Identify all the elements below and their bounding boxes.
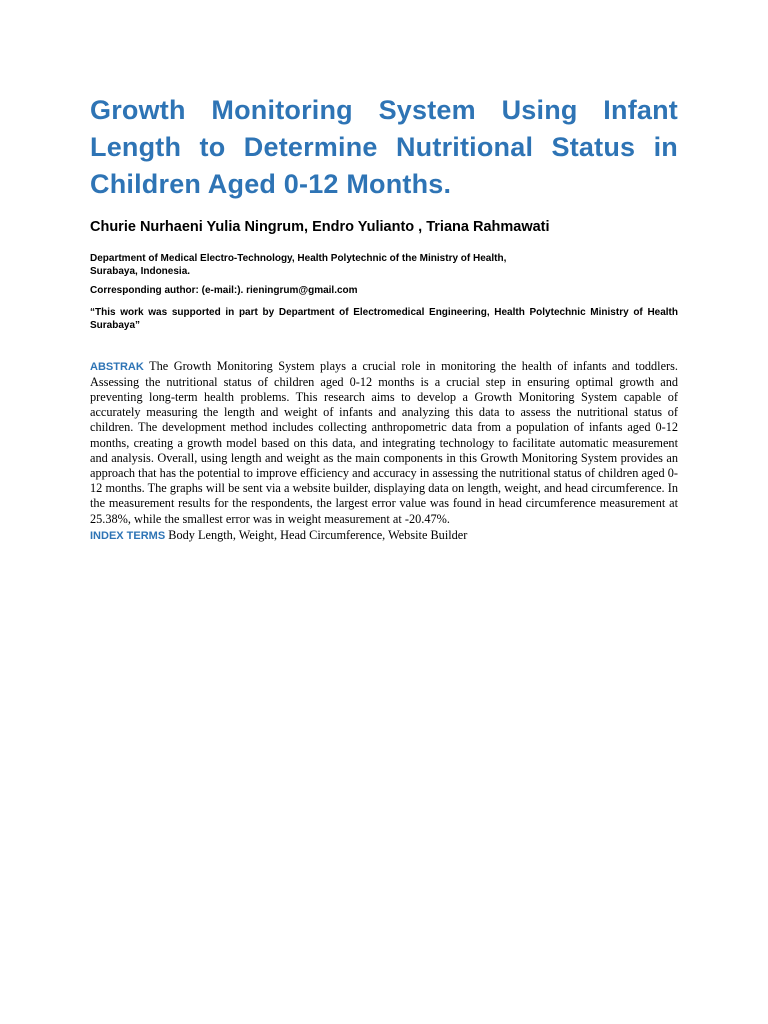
affiliation-line-2: Surabaya, Indonesia. xyxy=(90,265,191,277)
abstract-label: ABSTRAK xyxy=(90,360,144,373)
abstract-text: The Growth Monitoring System plays a crucial role in monitoring the health of infants and toddlers. Assessing the nutritional status of children aged 0-12 months is a crucial step in ensuring optimal growth and preventing long-term health problems. This research aims to develop a Growth Monitoring System capable of accurately measuring the length and weight of infants and analyzing this data to assess the nutritional status of children. The development method includes collecting anthropometric data from a population of infants aged 0-12 months, creating a growth model based on this data, and integrating technology to facilitate automatic measurement and analysis. Overall, using length and weight as the main components in this Growth Monitoring System provides an approach that has the potential to improve efficiency and accuracy in assessing the nutritional status of children aged 0-12 months. The graphs will be sent via a website builder, displaying data on length, weight, and head circumference. In the measurement results for the respondents, the largest error value was found in head circumference measurement at 25.38%, while the smallest error was in weight measurement at -20.47%. xyxy=(90,358,678,526)
paper-page xyxy=(90,92,678,544)
abstract xyxy=(90,359,678,527)
corresponding-author: Corresponding author: (e-mail:). rieningrum@gmail.com xyxy=(90,285,358,296)
affiliation xyxy=(90,253,590,278)
funding-note: “This work was supported in part by Department of Electromedical Engineering, Health Polytechnic Ministry of Health Surabaya” xyxy=(90,306,678,331)
index-terms-label: INDEX TERMS xyxy=(90,529,166,542)
author-list: Churie Nurhaeni Yulia Ningrum, Endro Yulianto , Triana Rahmawati xyxy=(90,219,550,235)
affiliation-line-1: Department of Medical Electro-Technology, Health Polytechnic of the Ministry of Health, xyxy=(90,253,507,264)
paper-title: Growth Monitoring System Using Infant Length to Determine Nutritional Status in Children Aged 0-12 Months. xyxy=(90,95,678,199)
index-terms-text: Body Length, Weight, Head Circumference, Website Builder xyxy=(168,527,468,542)
index-terms xyxy=(90,528,678,544)
